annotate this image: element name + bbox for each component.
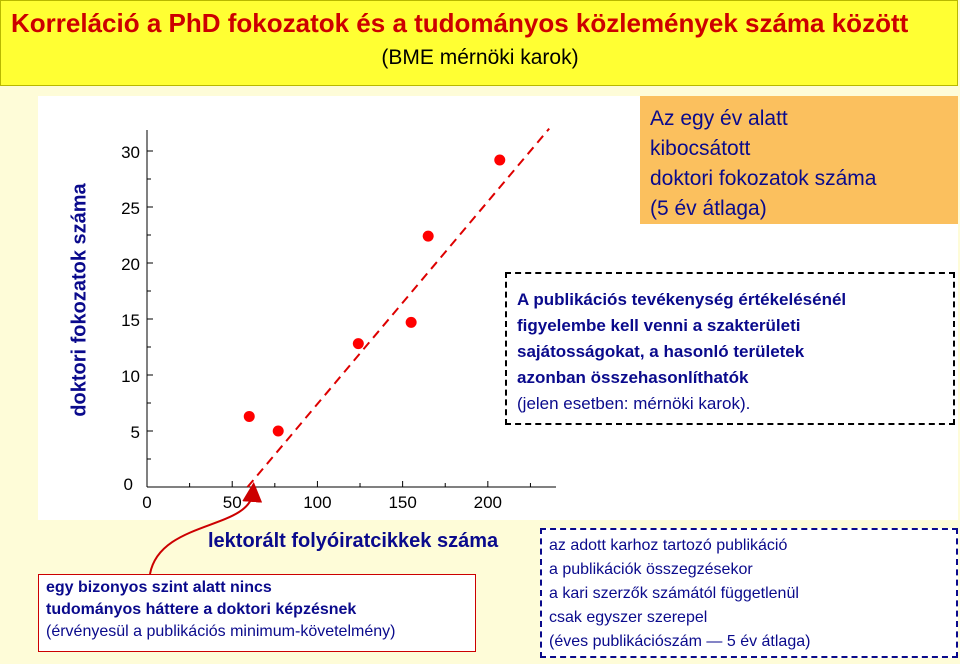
data-point: [244, 411, 255, 422]
trendline-layer: [248, 129, 550, 487]
legend-line: Az egy év alatt: [650, 107, 788, 130]
legend-line: (5 év átlaga): [650, 197, 767, 220]
note-line: azonban összehasonlíthatók: [517, 368, 749, 387]
y-tick-label: 15: [121, 311, 140, 330]
x-tick-label: 100: [303, 493, 332, 512]
note-line: figyelembe kell venni a szakterületi: [517, 316, 801, 335]
pub-note-line: a kari szerzők számától függetlenül: [549, 585, 799, 602]
note-line: (jelen esetben: mérnöki karok).: [517, 394, 751, 413]
chart-axes: [121, 130, 556, 512]
x-axis-label: lektorált folyóiratcikkek száma: [208, 530, 499, 552]
y-tick-label: 10: [121, 367, 140, 386]
legend-line: doktori fokozatok száma: [650, 167, 877, 190]
publication-count-note: [540, 528, 958, 658]
data-point: [494, 154, 505, 165]
pub-note-line: az adott karhoz tartozó publikáció: [549, 537, 788, 554]
threshold-note: [38, 574, 476, 652]
threshold-line: (érvényesül a publikációs minimum-követelmény): [46, 623, 396, 640]
y-tick-label: 30: [121, 143, 140, 162]
x-tick-label: 150: [388, 493, 417, 512]
pub-note-line: (éves publikációszám — 5 év átlaga): [549, 633, 811, 650]
pub-note-line: csak egyszer szerepel: [549, 609, 708, 626]
data-points: [244, 154, 506, 436]
y-tick-label: 5: [130, 423, 140, 442]
y-tick-label: 25: [121, 199, 140, 218]
y-tick-label: 20: [121, 255, 140, 274]
comparability-note: [505, 272, 955, 425]
data-point: [273, 426, 284, 437]
legend-box: [640, 96, 958, 224]
threshold-line: tudományos háttere a doktori képzésnek: [46, 601, 357, 618]
pub-note-line: a publikációk összegzésekor: [549, 561, 753, 578]
x-tick-label: 0: [142, 493, 152, 512]
note-line: sajátosságokat, a hasonló területek: [517, 342, 805, 361]
data-point: [423, 231, 434, 242]
page-title: Korreláció a PhD fokozatok és a tudományos közlemények száma között: [11, 8, 909, 38]
data-point: [353, 338, 364, 349]
note-line: A publikációs tevékenység értékelésénél: [517, 290, 847, 309]
data-point: [406, 317, 417, 328]
trendline: [248, 129, 550, 487]
page-subtitle: (BME mérnöki karok): [381, 46, 579, 69]
legend-line: kibocsátott: [650, 137, 751, 160]
y-tick-label: 0: [123, 475, 133, 494]
threshold-line: egy bizonyos szint alatt nincs: [46, 579, 272, 596]
x-tick-label: 50: [222, 493, 242, 512]
x-tick-label: 200: [473, 493, 503, 512]
